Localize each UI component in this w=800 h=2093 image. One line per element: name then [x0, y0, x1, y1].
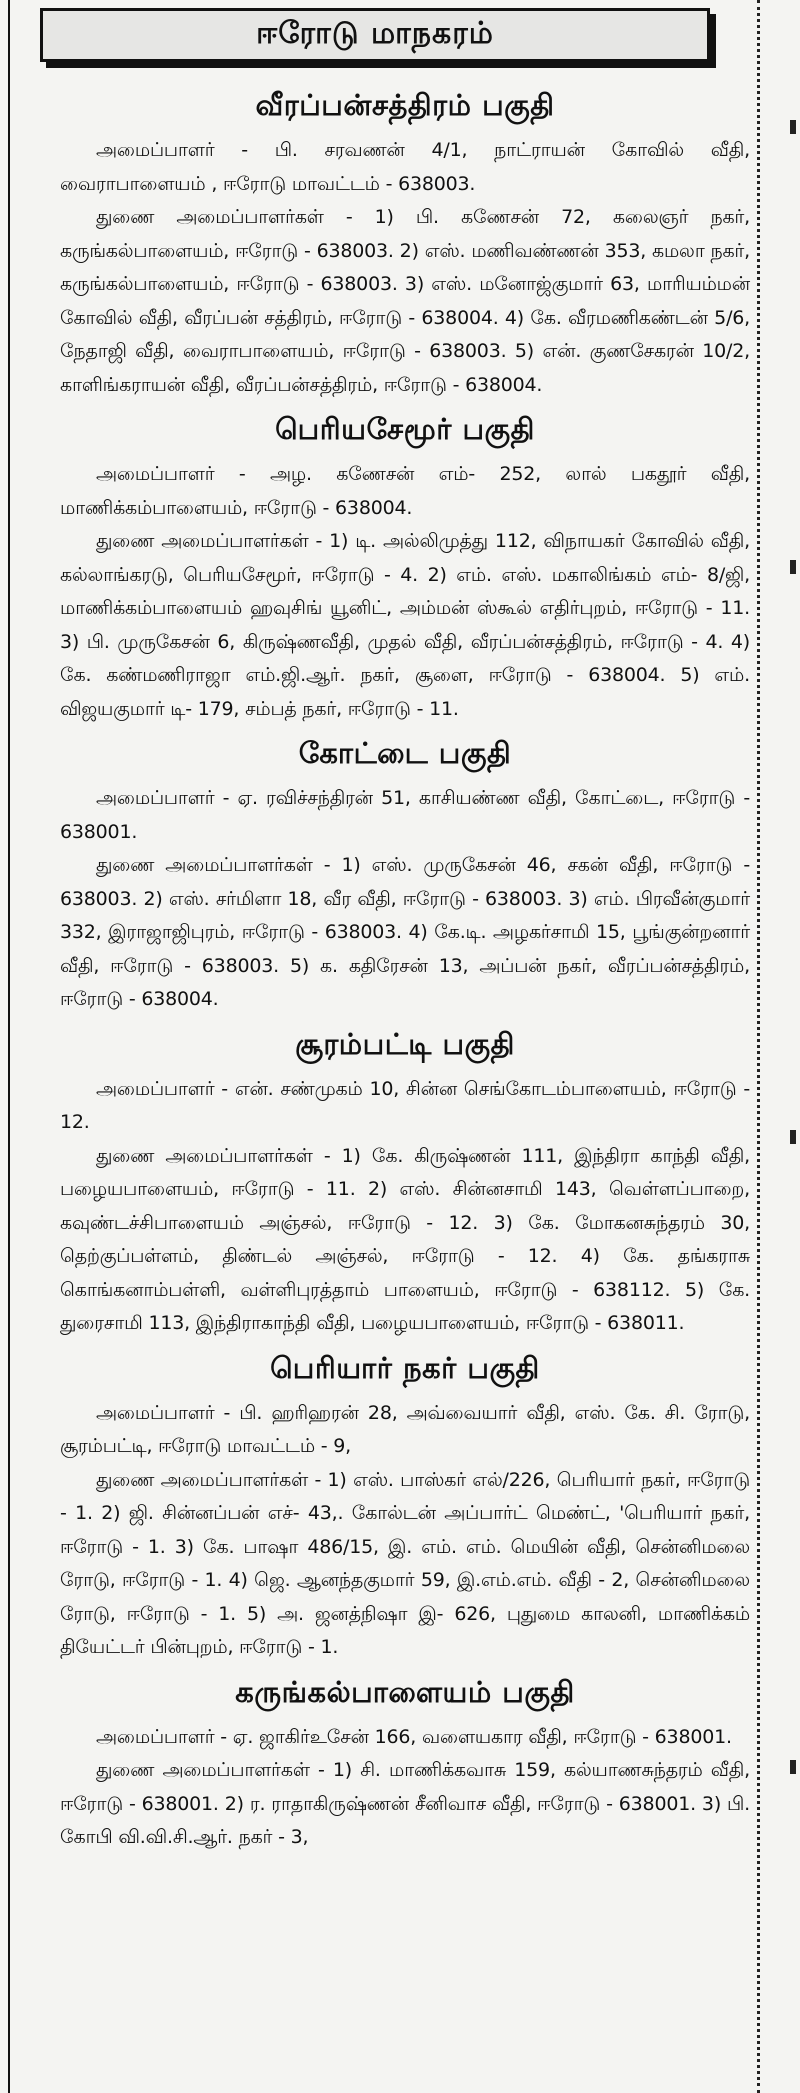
- deputies-paragraph: துணை அமைப்பாளர்கள் - 1) சி. மாணிக்கவாசு 159, கல்யாணசுந்தரம் வீதி, ஈரோடு - 638001. 2) ர. ராதாகிருஷ்ணன் சீனிவாச வீதி, ஈரோடு - 638001. 3) பி. கோபி வி.வி.சி.ஆர். நகர் - 3,: [60, 1759, 750, 1848]
- adjacent-column-edge: [768, 0, 800, 2093]
- page-title: ஈரோடு மாநகரம்: [256, 15, 494, 51]
- organizer-paragraph: அமைப்பாளர் - பி. ஹரிஹரன் 28, அவ்வையார் வீதி, எஸ். கே. சி. ரோடு, சூரம்பட்டி, ஈரோடு மாவட்டம் - 9,: [60, 1401, 750, 1457]
- deputies-paragraph: துணை அமைப்பாளர்கள் - 1) கே. கிருஷ்ணன் 111, இந்திரா காந்தி வீதி, பழையபாளையம், ஈரோடு - 11. 2) எஸ். சின்னசாமி 143, வெள்ளப்பாறை, கவுண்டச்சிபாளையம் அஞ்சல், ஈரோடு - 12. 3) கே. மோகனசுந்தரம் 30, தெற்குப்பள்ளம், திண்டல் அஞ்சல், ஈரோடு - 12. 4) கே. தங்கராசு கொங்கனாம்பள்ளி, வள்ளிபுரத்தாம் பாளையம், ஈரோடு - 638112. 5) கே. துரைசாமி 113, இந்திராகாந்தி வீதி, பழையபாளையம், ஈரோடு - 638011.: [60, 1144, 750, 1334]
- organizer-paragraph: அமைப்பாளர் - அழ. கணேசன் எம்- 252, லால் பகதூர் வீதி, மாணிக்கம்பாளையம், ஈரோடு - 638004.: [60, 463, 750, 519]
- section-veerappanchathiram: [60, 88, 750, 402]
- deputies-paragraph: துணை அமைப்பாளர்கள் - 1) டி. அல்லிமுத்து 112, விநாயகர் கோவில் வீதி, கல்லாங்கரடு, பெரியசேமூர், ஈரோடு - 4. 2) எம். எஸ். மகாலிங்கம் எம்- 8/ஜி, மாணிக்கம்பாளையம் ஹவுசிங் யூனிட், அம்மன் ஸ்கூல் எதிர்புறம், ஈரோடு - 11. 3) பி. முருகேசன் 6, கிருஷ்ணவீதி, முதல் வீதி, வீரப்பன்சத்திரம், ஈரோடு - 4. 4) கே. கண்மணிராஜா எம்.ஜி.ஆர். நகர், சூளை, ஈரோடு - 638004. 5) எம். விஜயகுமார் டி- 179, சம்பத் நகர், ஈரோடு - 11.: [60, 530, 750, 720]
- section-title: சூரம்பட்டி பகுதி: [295, 1026, 515, 1061]
- organizer-paragraph: அமைப்பாளர் - ஏ. ரவிச்சந்திரன் 51, காசியண்ண வீதி, கோட்டை, ஈரோடு - 638001.: [60, 787, 750, 843]
- section-surampatti: [60, 1027, 750, 1341]
- deputies-paragraph: துணை அமைப்பாளர்கள் - 1) பி. கணேசன் 72, கலைஞர் நகர், கருங்கல்பாளையம், ஈரோடு - 638003. 2) எஸ். மணிவண்ணன் 353, கமலா நகர், கருங்கல்பாளையம், ஈரோடு - 638003. 3) எஸ். மனோஜ்குமார் 63, மாரியம்மன் கோவில் வீதி, வீரப்பன் சத்திரம், ஈரோடு - 638004. 4) கே. வீரமணிகண்டன் 5/6, நேதாஜி வீதி, வைராபாளையம், ஈரோடு - 638003. 5) என். குணசேகரன் 10/2, காளிங்கராயன் வீதி, வீரப்பன்சத்திரம், ஈரோடு - 638004.: [60, 206, 750, 396]
- edge-mark: [790, 1760, 796, 1774]
- header-box: [40, 8, 710, 62]
- deputies-paragraph: துணை அமைப்பாளர்கள் - 1) எஸ். பாஸ்கர் எல்/226, பெரியார் நகர், ஈரோடு - 1. 2) ஜி. சின்னப்பன் எச்- 43,. கோல்டன் அப்பார்ட் மெண்ட், 'பெரியார் நகர், ஈரோடு - 1. 3) கே. பாஷா 486/15, இ. எம். எம். மெயின் வீதி, சென்னிமலை ரோடு, ஈரோடு - 1. 4) ஜெ. ஆனந்தகுமார் 59, இ.எம்.எம். வீதி - 2, சென்னிமலை ரோடு, ஈரோடு - 1. 5) அ. ஜனத்நிஷா இ- 626, புதுமை காலனி, மாணிக்கம் தியேட்டர் பின்புறம், ஈரோடு - 1.: [60, 1468, 750, 1658]
- organizer-paragraph: அமைப்பாளர் - பி. சரவணன் 4/1, நாட்ராயன் கோவில் வீதி, வைராபாளையம் , ஈரோடு மாவட்டம் - 638003.: [60, 139, 750, 195]
- section-title: பெரியார் நகர் பகுதி: [270, 1350, 540, 1385]
- edge-mark: [790, 560, 796, 574]
- article-body: [60, 82, 750, 1865]
- section-kottai: [60, 736, 750, 1017]
- edge-mark: [790, 120, 796, 134]
- organizer-paragraph: அமைப்பாளர் - ஏ. ஜாகிர்உசேன் 166, வளையகார வீதி, ஈரோடு - 638001.: [96, 1725, 732, 1748]
- section-title: பெரியசேமூர் பகுதி: [275, 412, 535, 446]
- section-karungalpalayam: [60, 1675, 750, 1855]
- section-title: வீரப்பன்சத்திரம் பகுதி: [255, 88, 555, 122]
- section-title: கருங்கல்பாளையம் பகுதி: [235, 1674, 575, 1709]
- section-periyar-nagar: [60, 1351, 750, 1665]
- section-title: கோட்டை பகுதி: [298, 736, 512, 770]
- section-periyasemur: [60, 412, 750, 726]
- organizer-paragraph: அமைப்பாளர் - என். சண்முகம் 10, சின்ன செங்கோடம்பாளையம், ஈரோடு - 12.: [60, 1077, 750, 1133]
- deputies-paragraph: துணை அமைப்பாளர்கள் - 1) எஸ். முருகேசன் 46, சகன் வீதி, ஈரோடு - 638003. 2) எஸ். சர்மிளா 18, வீர வீதி, ஈரோடு - 638003. 3) எம். பிரவீன்குமார் 332, இராஜாஜிபுரம், ஈரோடு - 638003. 4) கே.டி. அழகர்சாமி 15, பூங்குன்றனார் வீதி, ஈரோடு - 638003. 5) க. கதிரேசன் 13, அப்பன் நகர், வீரப்பன்சத்திரம், ஈரோடு - 638004.: [60, 854, 750, 1010]
- edge-mark: [790, 1130, 796, 1144]
